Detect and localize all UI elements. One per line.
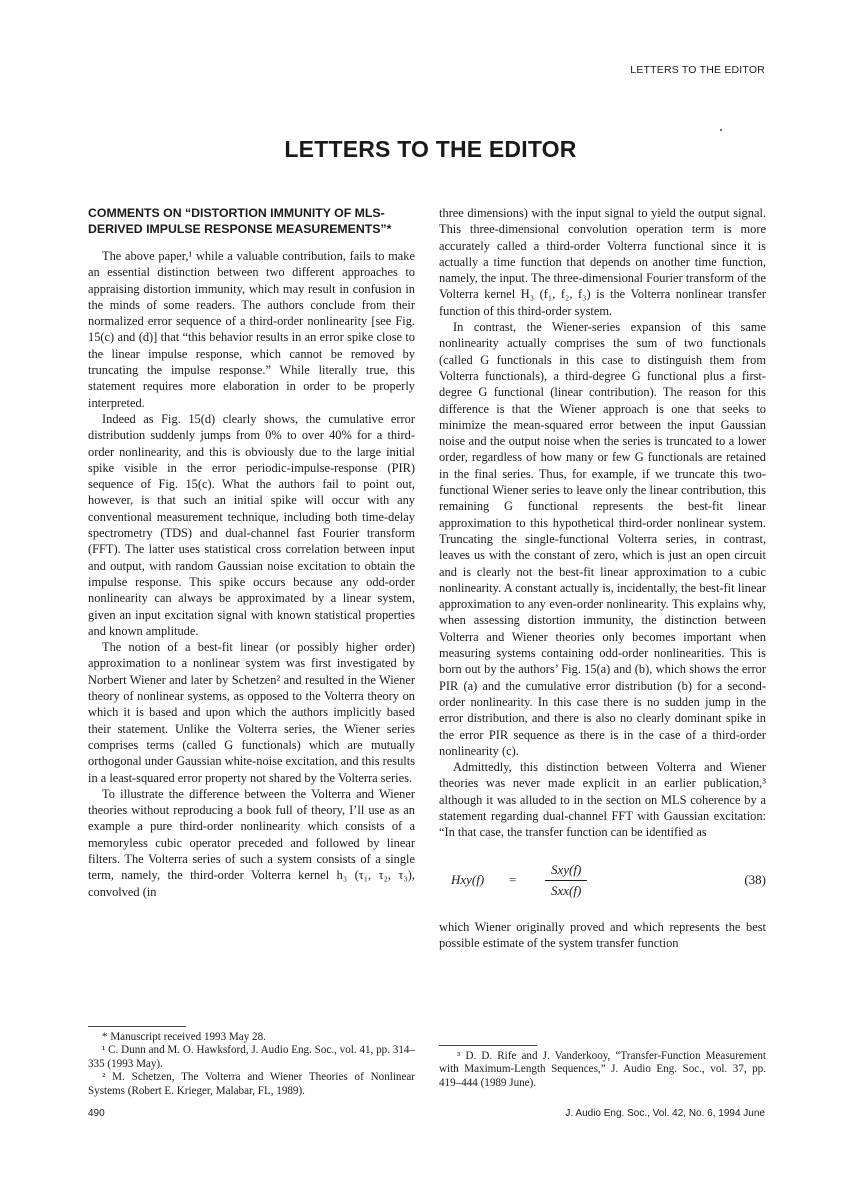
left-column (88, 205, 415, 900)
equation-numerator: Sxy(f) (545, 862, 587, 881)
paragraph: The notion of a best-fit linear (or possibly higher order) approximation to a nonlinear system was first investigated by Norbert Wiener and later by Schetzen² and resulted in the Wiener theory of nonlinear systems, as opposed to the Volterra theory on which it is based and upon which the authors implicitly based their statement. Unlike the Volterra series, the Wiener series comprises terms (called G functionals) which are mutually orthogonal under Gaussian white-noise excitation, and this results in a least-squared error property not shared by the Volterra series. (88, 640, 415, 785)
footnote: ¹ C. Dunn and M. O. Hawksford, J. Audio Eng. Soc., vol. 41, pp. 314–335 (1993 May). (88, 1044, 415, 1070)
equation-denominator: Sxx(f) (551, 883, 582, 899)
right-column (439, 205, 766, 951)
journal-citation: J. Audio Eng. Soc., Vol. 42, No. 6, 1994 June (565, 1108, 765, 1119)
footnote: * Manuscript received 1993 May 28. (102, 1031, 266, 1043)
page-title: LETTERS TO THE EDITOR (284, 136, 577, 162)
paragraph: To illustrate the difference between the Volterra and Wiener theories without reproducing a book full of theory, I’ll use as an example a pure third-order nonlinearity which consists of a memoryless cubic operator preceded and followed by linear filters. The Volterra series of such a system consists of a single term, namely, the third-order Volterra kernel h₃ (τ₁, τ₂, τ₃), convolved (in (88, 786, 415, 899)
footnote: ³ D. D. Rife and J. Vanderkooy, “Transfer-Function Measurement with Maximum-Length Sequences,” J. Audio Eng. Soc., vol. 37, pp. 419–444 (1989 June). (439, 1050, 766, 1089)
equation-number: (38) (744, 872, 766, 888)
equation-38 (439, 855, 766, 907)
paragraph: Admittedly, this distinction between Volterra and Wiener theories was never made explicit in an earlier publication,³ although it was alluded to in the section on MLS coherence by a statement regarding dual-channel FFT with Gaussian excitation: “In that case, the transfer function can be identified as (439, 760, 766, 840)
equation-fraction (545, 862, 587, 900)
equation-lhs: Hxy(f) (451, 872, 485, 888)
article-title: COMMENTS ON “DISTORTION IMMUNITY OF MLS-DERIVED IMPULSE RESPONSE MEASUREMENTS”* (88, 206, 392, 236)
paragraph: Indeed as Fig. 15(d) clearly shows, the cumulative error distribution suddenly jumps from 0% to over 40% for a third-order nonlinearity, and this is obviously due to the large initial spike visible in the error periodic-impulse-response (PIR) sequence of Fig. 15(c). What the authors fail to point out, however, is that such an initial spike will occur with any conventional measurement technique, including both time-delay spectrometry (TDS) and dual-channel fast Fourier transform (FFT). The latter uses statistical cross correlation between input and output, with random Gaussian noise excitation to obtain the impulse response. This spike occurs because any odd-order nonlinearity can always be approximated by a linear system, given an input excitation signal with known statistical properties and known amplitude. (88, 411, 415, 638)
stray-dot-mark (720, 129, 722, 131)
paragraph: three dimensions) with the input signal to yield the output signal. This three-dimensional convolution operation term is more accurately called a third-order Volterra functional since it is actually a time function that depends on another time function, namely, the input. The three-dimensional Fourier transform of the Volterra kernel H₃ (f₁, f₂, f₃) is the Volterra nonlinear transfer function of this third-order system. (439, 206, 766, 318)
paragraph: which Wiener originally proved and which represents the best possible estimate of the system transfer function (439, 919, 766, 950)
footnotes-right (439, 1045, 766, 1090)
footnote-rule (88, 1026, 186, 1027)
equation-equals: = (509, 872, 517, 888)
footnote-rule (439, 1045, 537, 1046)
footnotes-left (88, 1026, 415, 1098)
page-number: 490 (88, 1108, 105, 1119)
paragraph: In contrast, the Wiener-series expansion of this same nonlinearity actually comprises the sum of two functionals (called G functionals in this case to distinguish them from Volterra functionals), a third-degree G functional plus a first-degree G functional (linear contribution). The reason for this difference is that the Wiener approach is one that seeks to minimize the mean-squared error between the input Gaussian noise and the output noise when the series is truncated to a lower order, regardless of how many or few G functionals are retained in the final series. Thus, for example, if we truncate this two-functional Wiener series to leave only the linear contribution, this remaining G functional represents the best-fit linear approximation to this hypothetical third-order nonlinear system. Truncating the single-functional Volterra series, in contrast, leaves us with the constant of zero, which is just an open circuit and is clearly not the best-fit linear approximation to a cubic nonlinearity. A constant actually is, incidentally, the best-fit linear approximation to any even-order nonlinearity. This explains why, when assessing distortion immunity, the distinction between Volterra and Wiener theories only becomes important when measuring systems containing odd-order nonlinearities. This is born out by the authors’ Fig. 15(a) and (b), which shows the error PIR (a) and the cumulative error distribution (b) for a second-order nonlinearity. In this case there is no sudden jump in the error distribution, and there is also no clearly dominant spike in the error PIR sequence as there is in the case of a third-order nonlinearity (c). (439, 320, 766, 758)
running-head: LETTERS TO THE EDITOR (630, 64, 765, 76)
footnote: ² M. Schetzen, The Volterra and Wiener Theories of Nonlinear Systems (Robert E. Krieger, Malabar, FL, 1989). (88, 1071, 415, 1097)
paragraph: The above paper,¹ while a valuable contribution, fails to make an essential distinction between two different approaches to appraising distortion immunity, which may result in confusion in the minds of some readers. The authors conclude from their normalized error sequence of a third-order nonlinearity [see Fig. 15(c) and (d)] that “this behavior results in an error spike close to the linear impulse response, which cannot be removed by truncating the impulse response.” While literally true, this statement requires more elaboration in order to be properly interpreted. (88, 249, 415, 410)
